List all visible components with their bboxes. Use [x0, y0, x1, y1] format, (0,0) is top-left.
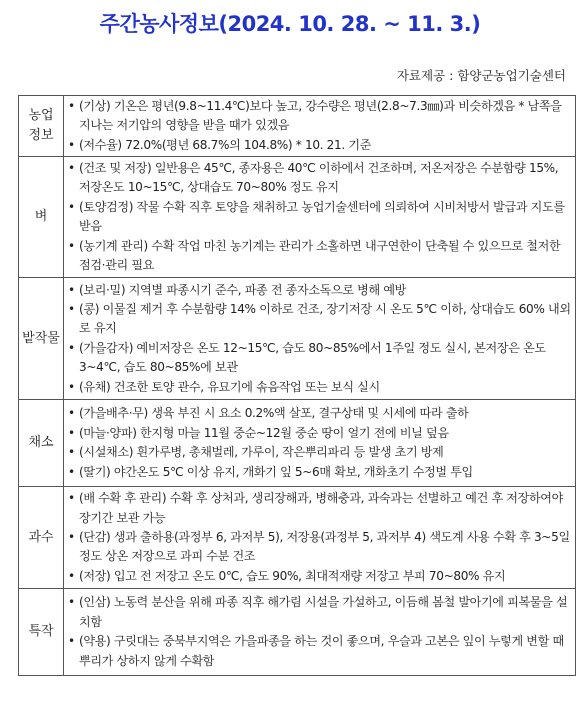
category-vegetables	[19, 400, 64, 487]
item-list	[66, 593, 571, 671]
category-rice	[19, 157, 64, 278]
list-item: • (시설채소) 흰가루병, 총채벌레, 가루이, 작은뿌리파리 등 발생 초기 방제	[66, 443, 571, 462]
section-content	[64, 400, 576, 487]
list-item: • (가을배추·무) 생육 부진 시 요소 0.2%액 살포, 결구상태 및 시세에 따라 출하	[66, 404, 571, 423]
item-list	[66, 404, 571, 482]
list-item: • (유채) 건조한 토양 관수, 유묘기에 솎음작업 또는 보식 실시	[66, 378, 571, 397]
list-item: • (가을감자) 예비저장은 온도 12~15℃, 습도 80~85%에서 1주일 정도 실시, 본저장은 온도 3~4℃, 습도 80~85%에 보관	[66, 339, 571, 378]
item-list	[66, 281, 571, 397]
list-item: • (단감) 생과 출하용(과정부 6, 과저부 5), 저장용(과정부 5, 과저부 4) 색도계 사용 수확 후 3~5일 정도 상온 저장으로 과피 수분 건조	[66, 528, 571, 567]
category-field-crops	[19, 278, 64, 400]
category-agri-info	[19, 96, 64, 157]
category-label: 과수	[28, 529, 54, 545]
section-row-special-crops	[19, 589, 576, 676]
category-label: 벼	[34, 209, 48, 225]
list-item: • (마늘·양파) 한지형 마늘 11월 중순~12월 중순 땅이 얼기 전에 비닐 덮음	[66, 424, 571, 443]
category-label: 채소	[28, 435, 54, 451]
section-content	[64, 96, 576, 157]
category-special-crops	[19, 589, 64, 676]
list-item: • (배 수확 후 관리) 수확 후 상처과, 생리장해과, 병해충과, 과숙과는 선별하고 예건 후 저장하여야 장기간 보관 가능	[66, 489, 571, 528]
section-row-agri-info	[19, 96, 576, 157]
section-row-field-crops	[19, 278, 576, 400]
section-row-rice	[19, 157, 576, 278]
list-item: • (약용) 구릿대는 중북부지역은 가을파종을 하는 것이 좋으며, 우슬과 고본은 잎이 누렇게 변할 때 뿌리가 상하지 않게 수확함	[66, 632, 571, 671]
list-item: • (기상) 기온은 평년(9.8~11.4℃)보다 높고, 강수량은 평년(2.8~7.3㎜)과 비슷하겠음 * 남쪽을 지나는 저기압의 영향을 받을 때가 있겠음	[66, 97, 571, 136]
category-label: 특작	[28, 624, 54, 640]
list-item: • (건조 및 저장) 일반용은 45℃, 종자용은 40℃ 이하에서 건조하며, 저온저장은 수분함량 15%, 저장온도 10~15℃, 상대습도 70~80% 정도 유지	[66, 159, 571, 198]
item-list	[66, 97, 571, 155]
item-list	[66, 489, 571, 586]
list-item: • (토양검정) 작물 수확 직후 토양을 채취하고 농업기술센터에 의뢰하여 시비처방서 발급과 지도를 받음	[66, 198, 571, 237]
list-item: • (보리·밀) 지역별 파종시기 준수, 파종 전 종자소독으로 병해 예방	[66, 281, 571, 300]
list-item: • (저수율) 72.0%(평년 68.7%의 104.8%) * 10. 21. 기준	[66, 136, 571, 155]
list-item: • (콩) 이물질 제거 후 수분함량 14% 이하로 건조, 장기저장 시 온도 5℃ 이하, 상대습도 60% 내외로 유지	[66, 300, 571, 339]
farming-info-table	[18, 95, 576, 676]
section-content	[64, 157, 576, 278]
category-label: 밭작물	[22, 330, 60, 346]
category-label: 농업 정보	[28, 108, 54, 144]
item-list	[66, 159, 571, 275]
list-item: • (저장) 입고 전 저장고 온도 0℃, 습도 90%, 최대적재량 저장고 부피 70~80% 유지	[66, 567, 571, 586]
list-item: • (딸기) 야간온도 5℃ 이상 유지, 개화기 잎 5~6매 확보, 개화초기 수정벌 투입	[66, 463, 571, 482]
section-content	[64, 487, 576, 589]
section-row-fruit-trees	[19, 487, 576, 589]
list-item: • (인삼) 노동력 분산을 위해 파종 직후 해가림 시설을 가설하고, 이듬해 봄철 발아기에 피복물을 설치함	[66, 593, 571, 632]
page-title: 주간농사정보(2024. 10. 28. ~ 11. 3.)	[99, 12, 481, 36]
section-row-vegetables	[19, 400, 576, 487]
section-content	[64, 589, 576, 676]
source-credit: 자료제공 : 함양군농업기술센터	[396, 68, 566, 83]
section-content	[64, 278, 576, 400]
list-item: • (농기계 관리) 수확 작업 마친 농기계는 관리가 소홀하면 내구연한이 단축될 수 있으므로 철저한 점검·관리 필요	[66, 237, 571, 276]
category-fruit-trees	[19, 487, 64, 589]
